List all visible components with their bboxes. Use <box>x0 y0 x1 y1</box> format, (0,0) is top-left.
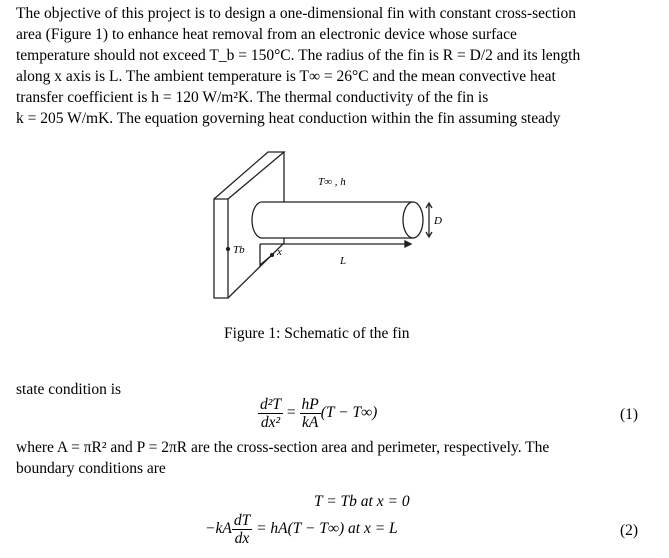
base-temp-label: Tb <box>233 244 245 256</box>
text-line: The objective of this project is to design a one-dimensional fin with constant cross-section <box>16 5 577 22</box>
diameter-label: D <box>434 215 442 227</box>
text-line: where A = πR² and P = 2πR are the cross-section area and perimeter, respectively. The <box>16 439 550 456</box>
x-label: x <box>277 246 282 258</box>
plate-side <box>228 152 284 298</box>
equation-1: $\frac{\text{d²T}}{\text{dx²}}$ = $\frac{hP}{kA}$ (T − T∞) <box>260 396 378 431</box>
text-line: temperature should not exceed T_b = 150°C. The radius of the fin is R = D/2 and its length <box>16 47 581 64</box>
eq2-den: dx <box>234 530 250 547</box>
eq2-num: dT <box>233 512 251 529</box>
plate-top <box>214 152 284 199</box>
plate-front <box>214 199 228 298</box>
eq2-rest: = hA(T − T∞) at x = L <box>256 520 398 538</box>
eq1-rhs-num: hP <box>301 396 319 413</box>
fin-cylinder <box>262 202 413 238</box>
equation-number-2: (2) <box>620 522 639 539</box>
fin-end <box>403 202 423 238</box>
eq1-lhs-num: d²T <box>260 396 282 413</box>
boundary-condition-2 <box>205 512 398 547</box>
eq1-rhs-tail: (T − T∞) <box>320 404 378 422</box>
eq1-lhs-den: dx² <box>260 414 281 431</box>
text-line: along x axis is L. The ambient temperature is T∞ = 26°C and the mean convective heat <box>16 68 556 85</box>
text-line: area (Figure 1) to enhance heat removal from an electronic device whose surface <box>16 26 517 43</box>
boundary-condition-1: T = Tb at x = 0 <box>314 493 410 510</box>
length-label: L <box>340 255 347 267</box>
eq2-prefix: −kA <box>205 520 232 538</box>
text-line: boundary conditions are <box>16 460 166 477</box>
equation-number-1: (1) <box>620 406 639 423</box>
figure-caption: Figure 1: Schematic of the fin <box>224 325 410 342</box>
eq1-rhs-den: kA <box>301 414 319 431</box>
text-line: state condition is <box>16 381 122 398</box>
text-line: transfer coefficient is h = 120 W/m²K. The thermal conductivity of the fin is <box>16 89 489 106</box>
text-line: k = 205 W/mK. The equation governing heat conduction within the fin assuming steady <box>16 110 561 127</box>
ambient-label: T∞ , h <box>318 176 346 188</box>
